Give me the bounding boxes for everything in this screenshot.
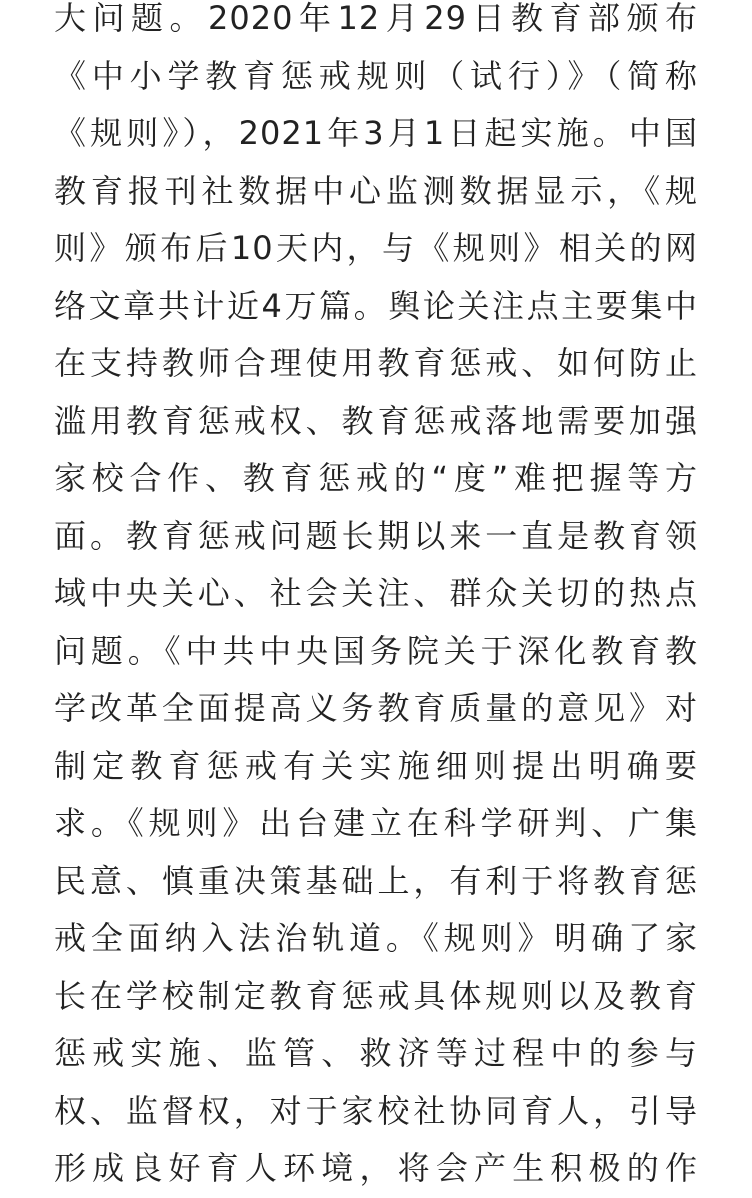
paragraph-line: 求。《规则》出台建立在科学研判、广集 xyxy=(54,804,698,842)
paragraph-line: 惩戒实施、监管、救济等过程中的参与 xyxy=(54,1034,698,1072)
paragraph-line: 长在学校制定教育惩戒具体规则以及教育 xyxy=(54,976,698,1015)
paragraph-line: 形成良好育人环境，将会产生积极的作 xyxy=(54,1149,698,1187)
paragraph-line: 《规则》），2021年3月1日起实施。中国 xyxy=(54,114,698,152)
paragraph-line: 面。教育惩戒问题长期以来一直是教育领 xyxy=(54,516,698,555)
paragraph-line: 家校合作、教育惩戒的“度”难把握等方 xyxy=(54,459,698,497)
paragraph-line: 教育报刊社数据中心监测数据显示，《规 xyxy=(54,171,698,210)
paragraph-line: 学改革全面提高义务教育质量的意见》对 xyxy=(54,689,698,727)
paragraph-line: 《中小学教育惩戒规则（试行）》（简称 xyxy=(54,56,698,95)
paragraph-line: 则》颁布后10天内，与《规则》相关的网 xyxy=(54,229,698,267)
paragraph-line: 权、监督权，对于家校社协同育人，引导 xyxy=(54,1091,698,1130)
paragraph-line: 在支持教师合理使用教育惩戒、如何防止 xyxy=(54,344,698,382)
paragraph-line: 域中央关心、社会关注、群众关切的热点 xyxy=(54,574,698,612)
paragraph-line: 民意、慎重决策基础上，有利于将教育惩 xyxy=(54,861,698,900)
paragraph-line: 制定教育惩戒有关实施细则提出明确要 xyxy=(54,746,698,785)
paragraph-line: 问题。《中共中央国务院关于深化教育教 xyxy=(54,631,698,670)
paragraph-line: 大问题。2020年12月29日教育部颁布 xyxy=(54,0,698,37)
paragraph-line: 戒全面纳入法治轨道。《规则》明确了家 xyxy=(54,919,698,957)
paragraph-line: 络文章共计近4万篇。舆论关注点主要集中 xyxy=(54,286,698,325)
paragraph-line: 滥用教育惩戒权、教育惩戒落地需要加强 xyxy=(54,401,698,440)
